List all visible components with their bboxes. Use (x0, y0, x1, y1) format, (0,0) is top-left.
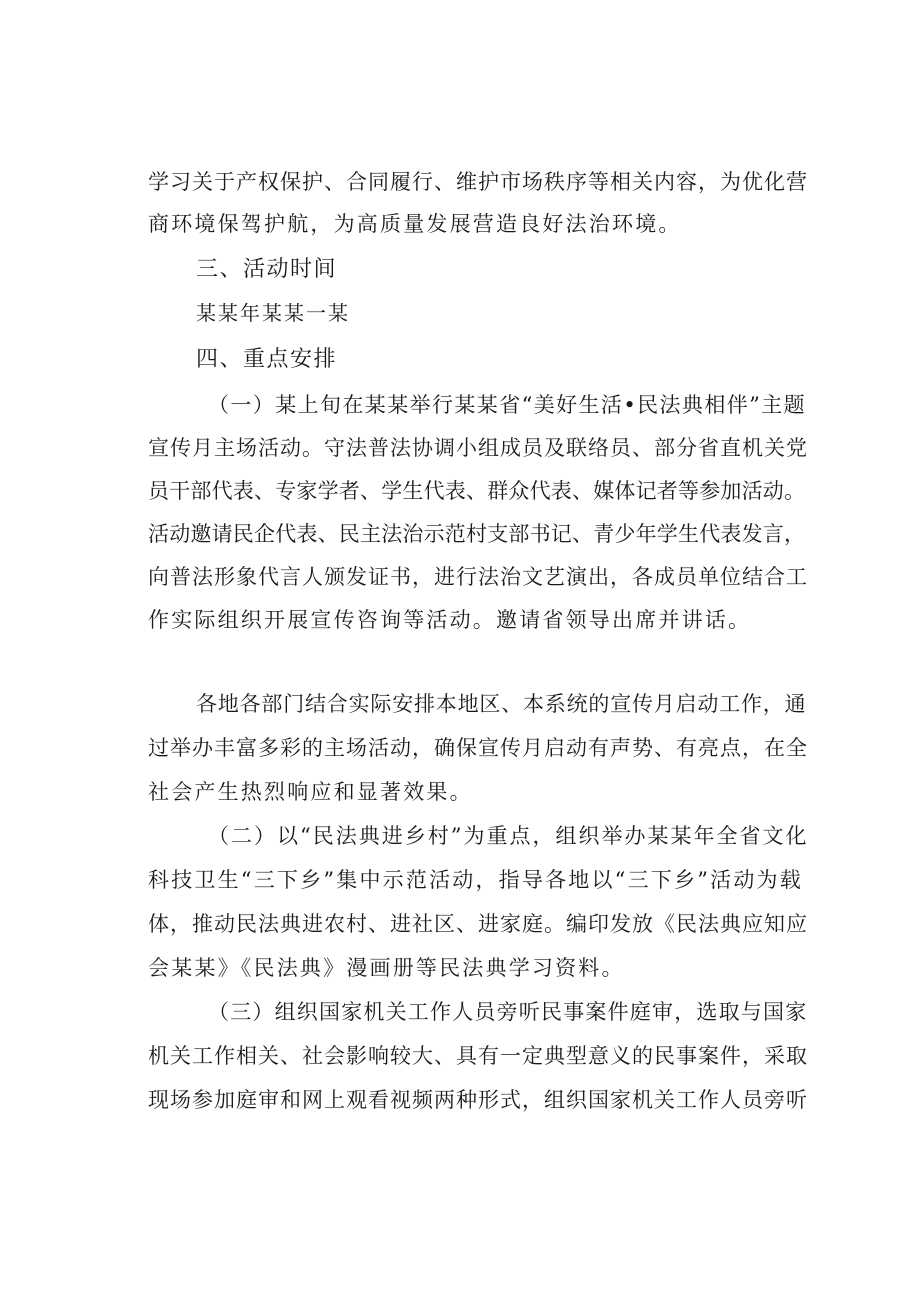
item-1-line-4: 活动邀请民企代表、民主法治示范村支部书记、青少年学生代表发言， (148, 522, 806, 546)
section-3-text: 某某年某某一某 (196, 301, 350, 325)
section-4-heading: 四、重点安排 (196, 347, 338, 372)
item-3-line-3: 现场参加庭审和网上观看视频两种形式，组织国家机关工作人员旁听 (148, 1088, 808, 1112)
intro-line-1: 学习关于产权保护、合同履行、维护市场秩序等相关内容，为优化营 (148, 170, 808, 194)
item-2-line-4: 会某某》《民法典》漫画册等民法典学习资料。 (148, 956, 625, 980)
item-2-line-1: （二）以“民法典进乡村”为重点，组织举办某某年全省文化 (208, 824, 809, 848)
item-2-line-3: 体，推动民法典进农村、进社区、进家庭。编印发放《民法典应知应 (148, 912, 808, 936)
item-2-line-2: 科技卫生“三下乡”集中示范活动，指导各地以“三下乡”活动为载 (148, 868, 803, 892)
item-1-line-3: 员干部代表、专家学者、学生代表、群众代表、媒体记者等参加活动。 (148, 479, 806, 503)
intro-line-2: 商环境保驾护航，为高质量发展营造良好法治环境。 (148, 212, 682, 236)
local-para-line-2: 过举办丰富多彩的主场活动，确保宣传月启动有声势、有亮点，在全 (148, 736, 808, 760)
item-3-line-1: （三）组织国家机关工作人员旁听民事案件庭审，选取与国家 (208, 1000, 808, 1024)
item-3-line-2: 机关工作相关、社会影响较大、具有一定典型意义的民事案件，采取 (148, 1044, 808, 1068)
item-1-line-5: 向普法形象代言人颁发证书，进行法治文艺演出，各成员单位结合工 (148, 565, 808, 589)
item-1-line-6: 作实际组织开展宣传咨询等活动。邀请省领导出席并讲话。 (148, 608, 752, 632)
item-1-line-1: （一）某上旬在某某举行某某省“美好生活•民法典相伴”主题 (208, 393, 807, 417)
local-para-line-3: 社会产生热烈响应和显著效果。 (148, 780, 473, 804)
local-para-line-1: 各地各部门结合实际安排本地区、本系统的宣传月启动工作，通 (196, 692, 807, 716)
section-3-heading: 三、活动时间 (196, 257, 338, 282)
item-1-line-2: 宣传月主场活动。守法普法协调小组成员及联络员、部分省直机关党 (148, 436, 808, 460)
